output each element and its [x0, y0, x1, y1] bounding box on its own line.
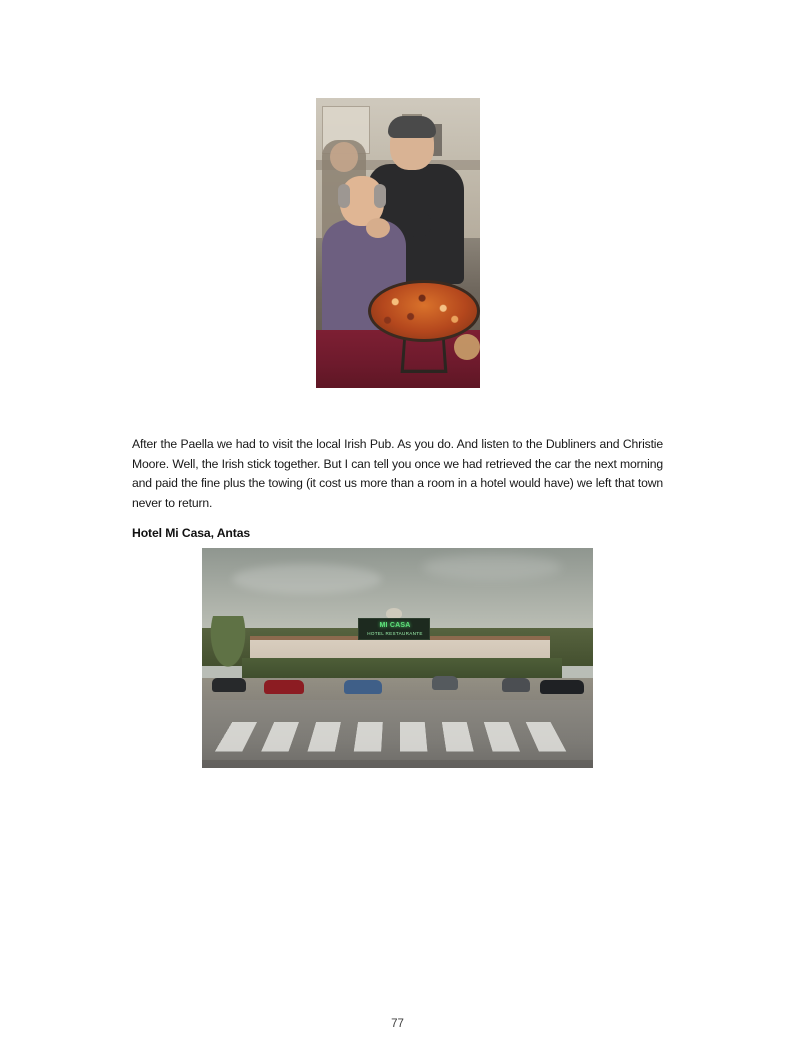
- paella-photo-standing-man-hand: [366, 218, 390, 238]
- hotel-photo: [202, 548, 593, 768]
- body-paragraph: After the Paella we had to visit the local Irish Pub. As you do. And listen to the Dubliners and Christie Moore. Well, the Irish stick together. But I can tell you once we had retrieved the car the next morning and paid the fine plus the towing (it cost us more than a room in a hotel would have) we left that town never to return.: [132, 437, 663, 510]
- paella-photo-standing-man-hair: [388, 116, 436, 138]
- hotel-photo-car: [432, 676, 458, 690]
- hotel-photo-zebra-stripe: [400, 722, 427, 752]
- hotel-photo-car: [344, 680, 382, 694]
- paella-photo-pan-stand: [401, 337, 448, 373]
- hotel-photo-zebra-stripe: [442, 722, 474, 752]
- hotel-photo-car: [264, 680, 304, 694]
- hotel-photo-cloud-1: [232, 564, 382, 594]
- hotel-photo-zebra-stripe: [307, 722, 340, 752]
- hotel-photo-sign: [358, 618, 430, 640]
- hotel-photo-foreground-shadow: [202, 760, 593, 768]
- hotel-photo-cloud-2: [422, 554, 562, 580]
- hotel-photo-zebra-stripe: [484, 722, 520, 752]
- hotel-photo-zebra-crossing: [215, 722, 583, 752]
- hotel-photo-zebra-stripe: [526, 722, 567, 752]
- hotel-photo-sign-subtitle: HOTEL RESTAURANTE: [367, 631, 423, 636]
- hotel-photo-car: [212, 678, 246, 692]
- hotel-photo-car: [502, 678, 530, 692]
- hotel-photo-sign-title: MI CASA: [379, 622, 411, 629]
- paella-photo: [316, 98, 480, 388]
- hotel-photo-zebra-stripe: [261, 722, 299, 752]
- hotel-photo-zebra-stripe: [354, 722, 383, 752]
- paella-photo-background-person-head: [330, 142, 358, 172]
- paella-photo-basket: [454, 334, 480, 360]
- paella-photo-paella-contents: [376, 288, 472, 334]
- paella-photo-seated-man-hair-left: [338, 184, 350, 208]
- paella-photo-seated-man-hair-right: [374, 184, 386, 208]
- page-number: 77: [391, 1018, 404, 1030]
- section-subheading: Hotel Mi Casa, Antas: [132, 526, 251, 541]
- hotel-photo-car: [540, 680, 584, 694]
